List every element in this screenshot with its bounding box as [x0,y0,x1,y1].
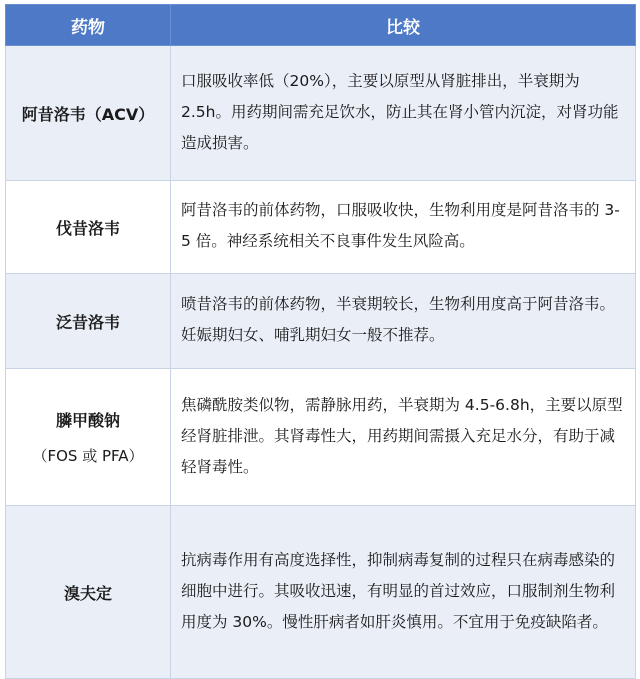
drug-name-cell [6,506,171,679]
drug-abbreviation: （FOS 或 PFA） [32,447,144,465]
header-drug: 药物 [6,5,171,46]
drug-name: 阿昔洛韦（ACV） [21,104,155,124]
drug-comparison-table-container [5,4,635,679]
drug-name: 溴夫定 [63,583,112,603]
drug-description: 口服吸收率低（20%），主要以原型从肾脏排出，半衰期为2.5h。用药期间需充足饮水，防止其在肾小管内沉淀，对肾功能造成损害。 [171,46,636,181]
header-compare: 比较 [171,5,636,46]
table-row [6,274,636,369]
table-row [6,506,636,679]
drug-name-cell [6,369,171,506]
drug-name: 泛昔洛韦 [55,312,120,332]
drug-name-cell [6,274,171,369]
drug-comparison-table [5,4,636,679]
drug-name-cell [6,46,171,181]
drug-description: 阿昔洛韦的前体药物，口服吸收快，生物利用度是阿昔洛韦的 3-5 倍。神经系统相关不良事件发生风险高。 [171,181,636,274]
drug-description: 喷昔洛韦的前体药物，半衰期较长，生物利用度高于阿昔洛韦。妊娠期妇女、哺乳期妇女一般不推荐。 [171,274,636,369]
drug-name: 膦甲酸钠 [55,411,120,430]
table-row [6,181,636,274]
table-header-row [6,5,636,46]
drug-description: 抗病毒作用有高度选择性，抑制病毒复制的过程只在病毒感染的细胞中进行。其吸收迅速，有明显的首过效应，口服制剂生物利用度为 30%。慢性肝病者如肝炎慎用。不宜用于免疫缺陷者。 [171,506,636,679]
table-row [6,369,636,506]
drug-name-cell [6,181,171,274]
drug-name: 伐昔洛韦 [55,218,120,238]
table-row [6,46,636,181]
drug-description: 焦磷酰胺类似物，需静脉用药，半衰期为 4.5-6.8h，主要以原型经肾脏排泄。其肾毒性大，用药期间需摄入充足水分，有助于减轻肾毒性。 [171,369,636,506]
